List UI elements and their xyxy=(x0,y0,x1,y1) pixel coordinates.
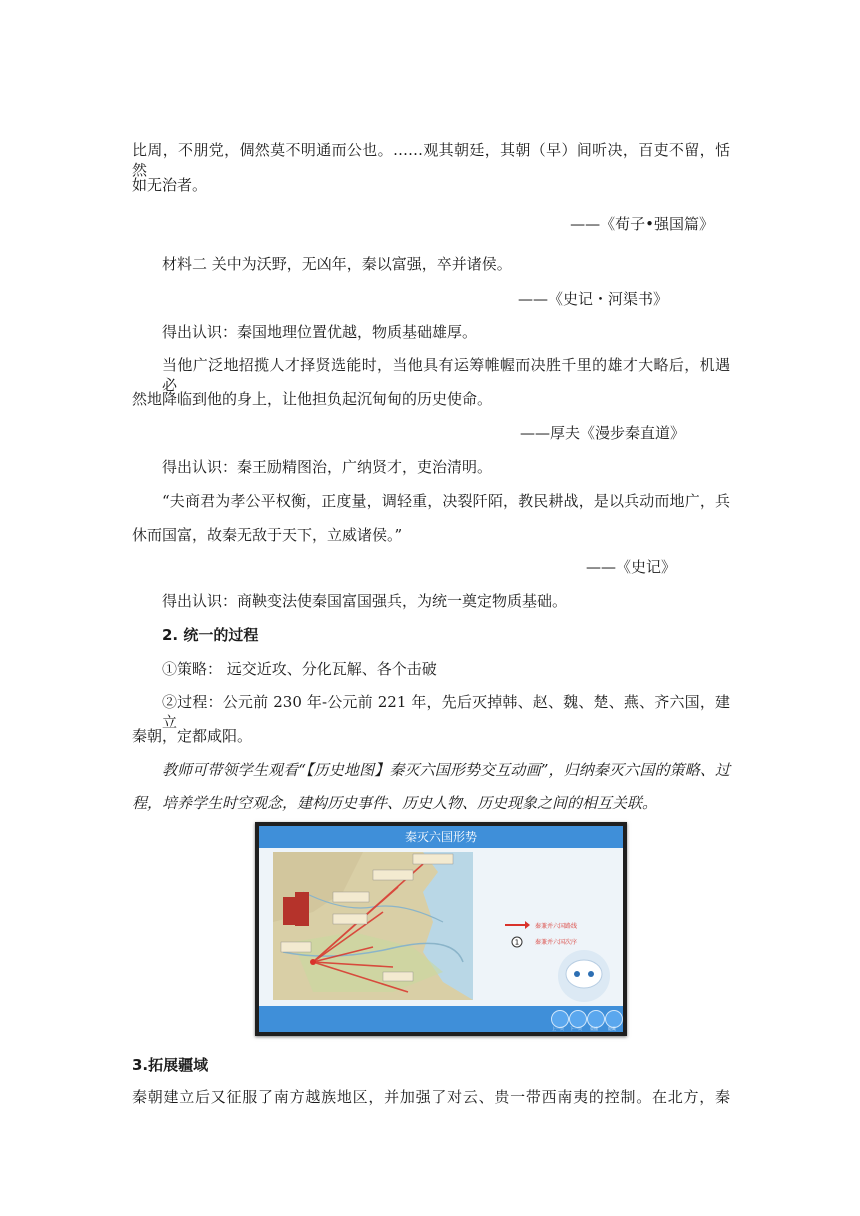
route-arrow-icon xyxy=(503,920,531,930)
qin-conquest-map xyxy=(273,852,473,1000)
legend-order-label: 秦兼并六国次序 xyxy=(535,939,578,946)
citation: ——《史记》 xyxy=(585,558,676,576)
body-line: 比周，不朋党，倜然莫不明通而公也。……观其朝廷，其朝（早）间听决，百吏不留，恬然 xyxy=(132,141,730,179)
control-label: 隐藏 xyxy=(608,1026,616,1031)
body-line: 秦朝建立后又征服了南方越族地区，并加强了对云、贵一带西南夷的控制。在北方，秦 xyxy=(132,1088,730,1106)
citation: ——《荀子•强国篇》 xyxy=(570,215,714,233)
section-heading: 2. 统一的过程 xyxy=(162,626,259,644)
section-heading: 3.拓展疆域 xyxy=(132,1056,209,1074)
citation: ——厚夫《漫步秦直道》 xyxy=(519,424,685,442)
control-label: 上一页 xyxy=(552,1026,564,1031)
body-line: ①策略： 远交近攻、分化瓦解、各个击破 xyxy=(162,660,437,678)
historical-map-screenshot xyxy=(255,822,627,1036)
body-line: ②过程：公元前 230 年-公元前 221 年，先后灭掉韩、赵、魏、楚、燕、齐六国，建立 xyxy=(162,693,730,731)
mascot-robot-icon xyxy=(549,946,619,1006)
conclusion: 得出认识：秦国地理位置优越，物质基础雄厚。 xyxy=(162,323,478,341)
figure-toolbar xyxy=(259,1006,623,1032)
body-line: 秦朝，定都咸阳。 xyxy=(132,727,253,745)
control-label: 重播 xyxy=(590,1026,598,1031)
body-line: 材料二 关中为沃野，无凶年，秦以富强，卒并诸侯。 xyxy=(162,255,512,273)
teacher-note: 程，培养学生时空观念，建构历史事件、历史人物、历史现象之间的相互关联。 xyxy=(132,794,658,812)
body-line: 当他广泛地招揽人才择贤选能时，当他具有运筹帷幄而决胜千里的雄才大略后，机遇必 xyxy=(162,356,730,394)
body-line: 然地降临到他的身上，让他担负起沉甸甸的历史使命。 xyxy=(132,390,493,408)
body-line: “夫商君为孝公平权衡，正度量，调轻重，决裂阡陌，教民耕战，是以兵动而地广，兵 xyxy=(162,492,730,510)
svg-text:1: 1 xyxy=(514,938,520,947)
citation: ——《史记・河渠书》 xyxy=(517,290,668,308)
body-line: 如无治者。 xyxy=(132,176,208,194)
conclusion: 得出认识：秦王励精图治，广纳贤才，吏治清明。 xyxy=(162,458,493,476)
body-line: 休而国富，故秦无敌于天下，立威诸侯。” xyxy=(132,526,403,544)
conclusion: 得出认识：商鞅变法使秦国富国强兵，为统一奠定物质基础。 xyxy=(162,592,568,610)
teacher-note: 教师可带领学生观看“【历史地图】秦灭六国形势交互动画”，归纳秦灭六国的策略、过 xyxy=(162,761,730,779)
order-number-icon xyxy=(511,936,523,948)
legend-route-label: 秦兼并六国路线 xyxy=(535,923,578,930)
control-label: 下一页 xyxy=(570,1026,582,1031)
figure-title: 秦灭六国形势 xyxy=(259,826,623,848)
